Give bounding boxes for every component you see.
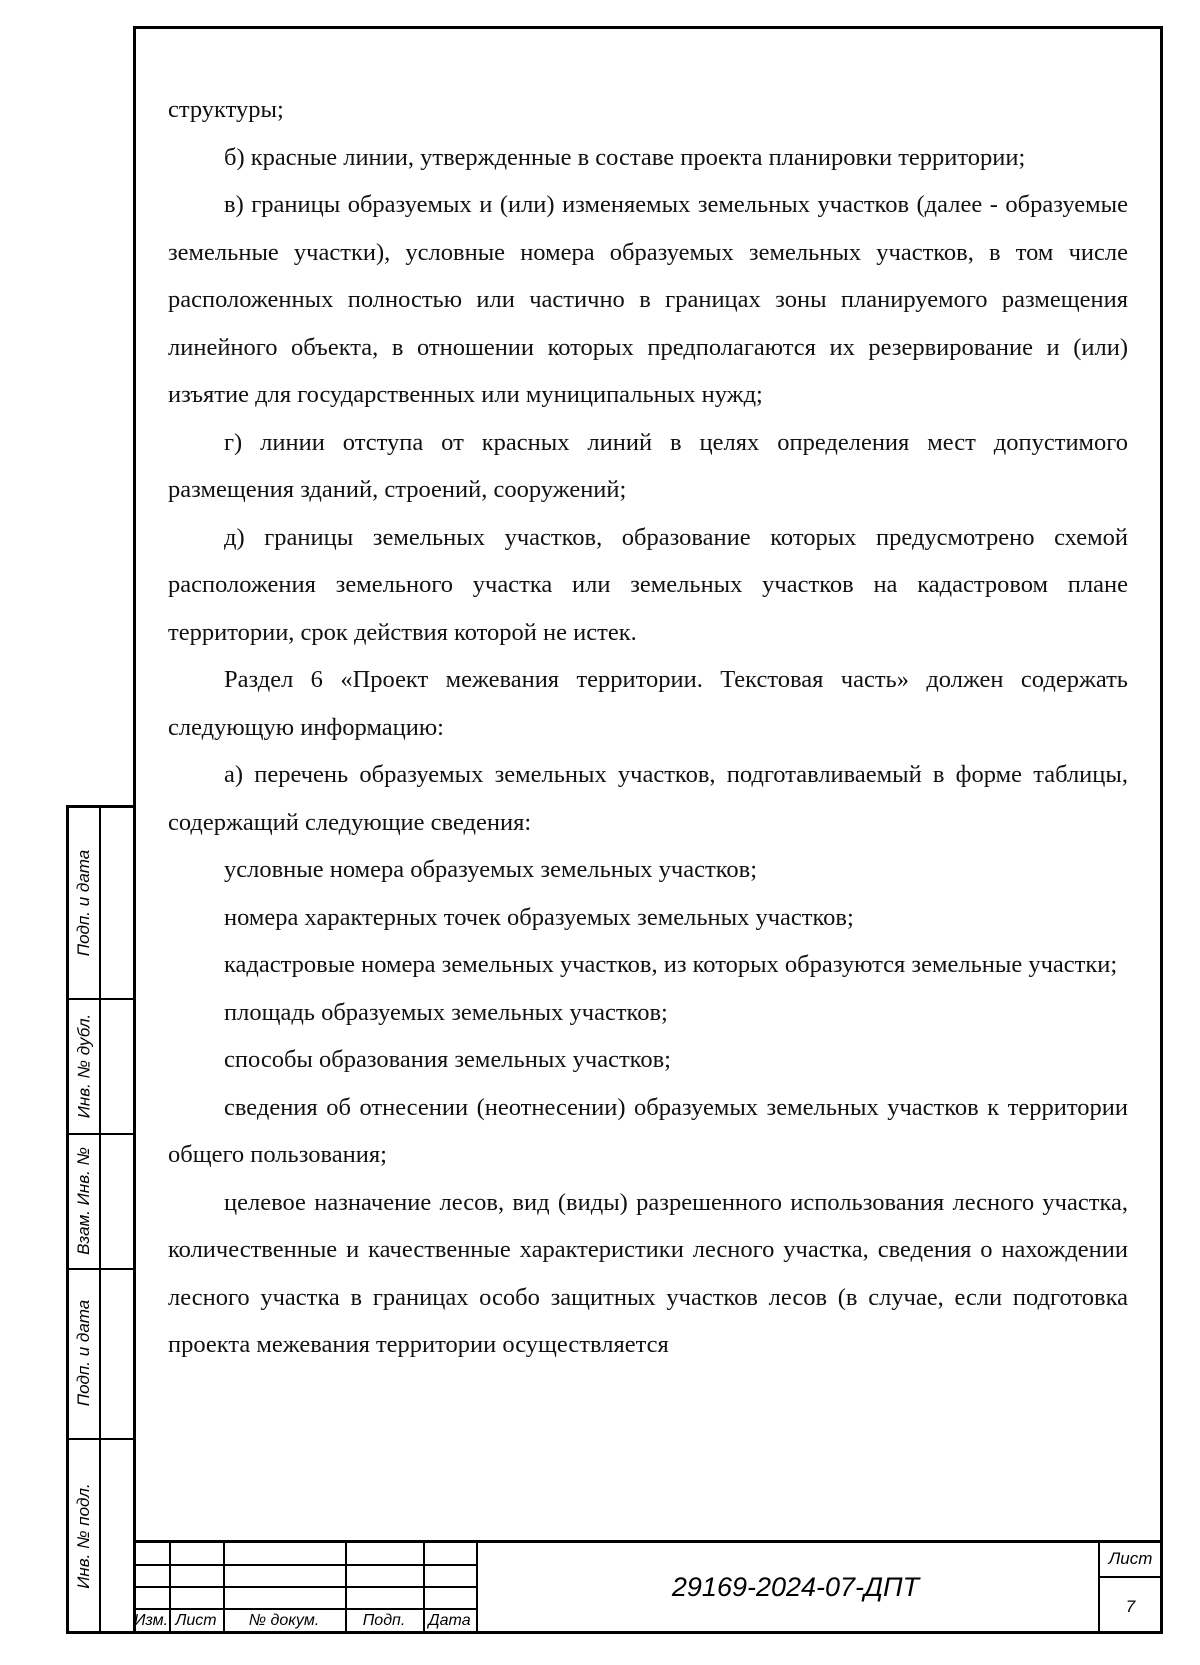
sheet-number: 7 [1125, 1597, 1136, 1616]
paragraph: б) красные линии, утвержденные в составе проекта планировки территории; [224, 143, 1026, 171]
title-col-sheet: Лист [175, 1612, 217, 1629]
document-code: 29169-2024-07-ДПТ [671, 1571, 920, 1602]
side-stamp-divider [99, 808, 101, 1631]
title-block [133, 1540, 1163, 1634]
title-col-date: Дата [428, 1612, 471, 1629]
side-label-sign-date-1: Подп. и дата [74, 849, 93, 957]
paragraph: целевое назначение лесов, вид (виды) разрешенного использования лесного участка, количественные и качественные характеристики лесного участка, сведения о нахождении лесного участка в границах особо защитных участков лесов (в случае, если подготовка проекта межевания территории осуществляется [168, 1188, 1128, 1358]
paragraph: номера характерных точек образуемых земельных участков; [224, 903, 854, 931]
side-label-dup-inv: Инв. № дубл. [74, 1013, 93, 1118]
paragraph: площадь образуемых земельных участков; [224, 998, 668, 1026]
paragraph: сведения об отнесении (неотнесении) образуемых земельных участков к территории общего пользования; [168, 1093, 1128, 1168]
document-body [168, 86, 1128, 1369]
side-label-replace-inv: Взам. Инв. № [74, 1146, 94, 1255]
paragraph: условные номера образуемых земельных участков; [224, 856, 757, 883]
paragraph: а) перечень образуемых земельных участков, подготавливаемый в форме таблицы, содержащий следующие сведения: [168, 761, 1128, 836]
title-col-change: Изм. [133, 1612, 169, 1629]
side-label-sign-date-2: Подп. и дата [74, 1299, 93, 1407]
paragraph: кадастровые номера земельных участков, из которых образуются земельные участки; [224, 951, 1118, 978]
paragraph: г) линии отступа от красных линий в целях определения мест допустимого размещения зданий, строений, сооружений; [168, 428, 1128, 503]
title-col-doc-number: № докум. [248, 1612, 320, 1629]
paragraph: в) границы образуемых и (или) изменяемых земельных участков (далее - образуемые земельные участки), условные номера образуемых земельных участков, в том числе расположенных полностью или частично в границах зоны планируемого размещения линейного объекта, в отношении которых предполагаются их резервирование и (или) изъятие для государственных или муниципальных нужд; [168, 191, 1128, 408]
paragraph: д) границы земельных участков, образование которых предусмотрено схемой расположения земельного участка или земельных участков на кадастровом плане территории, срок действия которой не истек. [168, 523, 1128, 646]
paragraph: Раздел 6 «Проект межевания территории. Текстовая часть» должен содержать следующую информацию: [168, 666, 1128, 741]
paragraph: способы образования земельных участков; [224, 1046, 671, 1073]
title-col-signature: Подп. [362, 1612, 406, 1629]
side-label-orig-inv: Инв. № подл. [74, 1483, 93, 1589]
paragraph: структуры; [168, 96, 284, 123]
side-stamp [66, 805, 133, 1634]
sheet-label: Лист [1108, 1549, 1153, 1568]
